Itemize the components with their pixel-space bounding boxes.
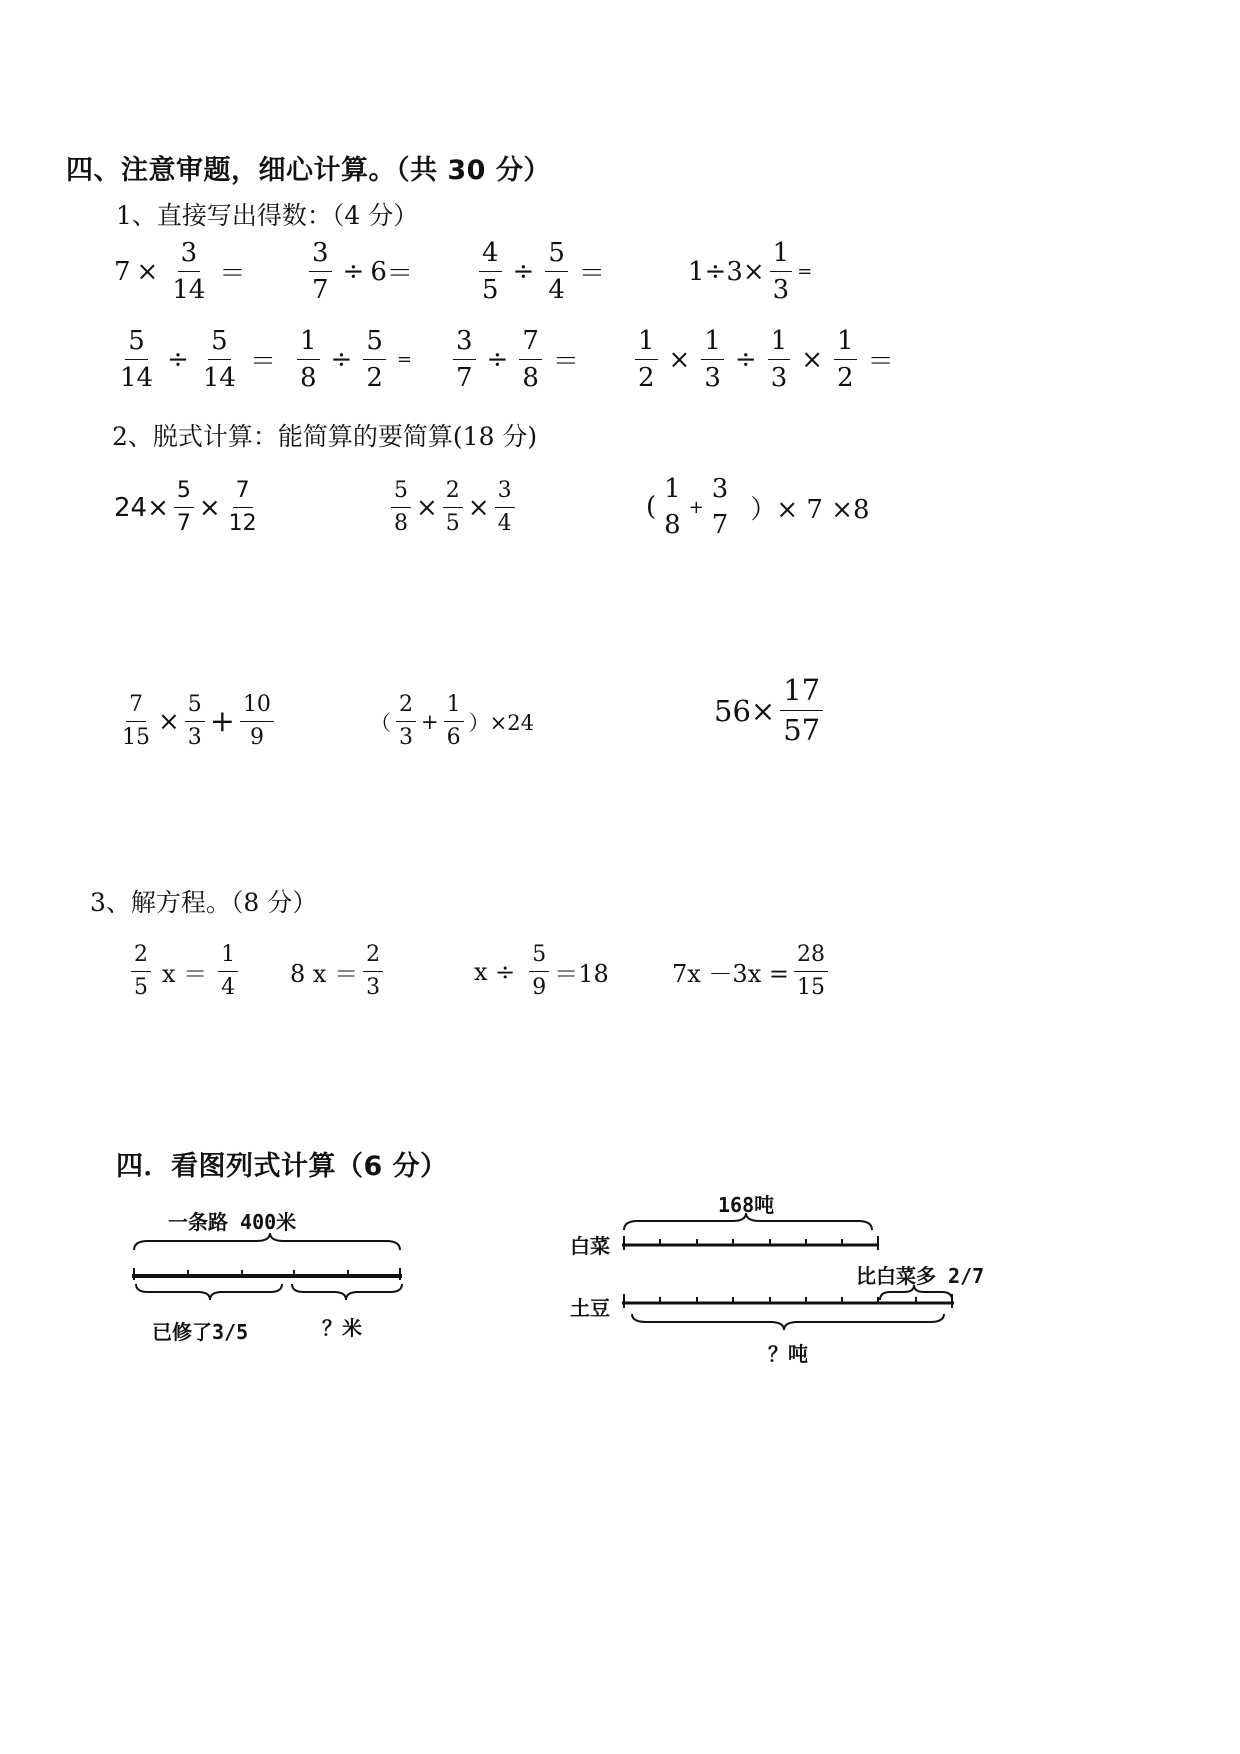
cabbage-row-label: 白菜 [570, 1234, 610, 1258]
fraction: $\frac{2}{3}$ [363, 944, 383, 999]
term: 56× [714, 693, 776, 728]
operator: ÷ [330, 344, 353, 375]
equals: ＝ [219, 259, 246, 289]
fraction: $\frac{5}{14}$ [120, 326, 154, 393]
paren: ( [646, 492, 657, 522]
extra-label: 比白菜多 2/7 [856, 1264, 985, 1288]
built-label: 已修了3/5 [152, 1320, 249, 1344]
operator: + [209, 704, 235, 739]
operator: × [801, 344, 824, 375]
fraction: $\frac{5}{2}$ [363, 328, 386, 391]
section-title: 四、注意审题，细心计算。（共 30 分） [66, 155, 551, 186]
operator: × [668, 344, 691, 375]
paren: （ [370, 710, 391, 735]
term: ）× 7 ×8 [750, 494, 870, 525]
fraction: $\frac{1}{6}$ [444, 694, 464, 749]
fraction: $\frac{5}{14}$ [202, 326, 236, 393]
equals: ＝ [552, 347, 579, 377]
operator: + [688, 496, 704, 518]
fraction: $\frac{3}{4}$ [495, 480, 515, 535]
fraction: $\frac{1}{3}$ [701, 328, 724, 391]
remaining-brace [292, 1284, 402, 1300]
fraction: $\frac{7}{8}$ [519, 328, 542, 391]
operator: × [467, 492, 490, 523]
term: 7x －3x = [672, 960, 789, 988]
potato-amount-label: ？吨 [768, 1342, 808, 1366]
fraction: $\frac{5}{7}$ [174, 480, 194, 535]
fraction: $\frac{1}{2}$ [635, 328, 658, 391]
q2-title: 2、脱式计算：能简算的要简算(18 分) [112, 422, 538, 451]
equals: = [797, 261, 813, 282]
term: ）×24 [468, 710, 534, 735]
operator: ÷ [734, 344, 757, 375]
term: 8 x ＝ [290, 960, 359, 988]
operator: × [198, 492, 221, 523]
equals: ＝ [386, 259, 413, 289]
fraction: $\frac{1}{4}$ [218, 944, 238, 999]
potato-brace [632, 1314, 944, 1330]
fraction: 1 8 [664, 474, 681, 540]
operator: ÷ [512, 256, 535, 287]
equals: ＝ [578, 259, 605, 289]
term: 1÷3× [688, 256, 765, 287]
term: 7 [114, 256, 131, 287]
fraction: $\frac{1}{3}$ [768, 328, 791, 391]
road-length-label: 一条路 400米 [168, 1210, 297, 1234]
fraction: $\frac{3}{14}$ [172, 238, 206, 305]
term: 6 [370, 256, 387, 287]
fraction: $\frac{7}{12}$ [228, 478, 257, 536]
fraction: $\frac{3}{7}$ [453, 328, 476, 391]
fraction: $\frac{5}{3}$ [185, 694, 205, 749]
potato-row-label: 土豆 [570, 1296, 610, 1320]
operator: × [416, 492, 438, 523]
built-brace [136, 1284, 282, 1300]
fraction: $\frac{5}{4}$ [545, 240, 568, 303]
equals: ＝ [867, 347, 894, 377]
term: x ÷ [474, 957, 516, 986]
fraction: $\frac{28}{15}$ [794, 944, 828, 999]
top-brace [134, 1233, 400, 1250]
operator: + [421, 709, 439, 734]
operator: × [158, 706, 180, 737]
potato-ticks [624, 1294, 952, 1308]
operator: ÷ [342, 256, 365, 287]
fraction: $\frac{3}{7}$ [309, 240, 332, 303]
fraction: $\frac{1}{3}$ [770, 240, 793, 303]
fraction: $\frac{2}{5}$ [131, 944, 151, 999]
fraction: $\frac{5}{8}$ [391, 480, 411, 535]
fraction: $\frac{5}{9}$ [529, 944, 549, 999]
fraction: $\frac{7}{15}$ [122, 692, 150, 750]
picture-section-title: 四．看图列式计算（6 分） [116, 1151, 448, 1182]
fraction: $\frac{10}{9}$ [240, 694, 274, 749]
cabbage-ticks [624, 1236, 878, 1250]
term: 24× [114, 492, 169, 523]
fraction: $\frac{2}{3}$ [396, 694, 416, 749]
equals: = [396, 349, 412, 370]
fraction: $\frac{1}{8}$ [297, 328, 320, 391]
term: x ＝ [162, 960, 208, 988]
fraction: 3 7 [711, 474, 729, 540]
fraction: $\frac{4}{5}$ [479, 240, 502, 303]
remaining-label: ？米 [322, 1316, 362, 1340]
cabbage-amount-label: 168吨 [718, 1193, 775, 1217]
operator: ÷ [167, 344, 189, 375]
fraction: $\frac{17}{57}$ [780, 676, 823, 745]
q3-title: 3、解方程。（8 分） [90, 888, 318, 917]
equals: ＝ [249, 347, 276, 377]
operator: × [136, 256, 159, 287]
q1-title: 1、直接写出得数：（4 分） [116, 201, 419, 230]
operator: ÷ [486, 344, 509, 375]
fraction: $\frac{2}{5}$ [443, 480, 463, 535]
term: ＝18 [554, 960, 609, 988]
fraction: $\frac{1}{2}$ [834, 328, 857, 391]
